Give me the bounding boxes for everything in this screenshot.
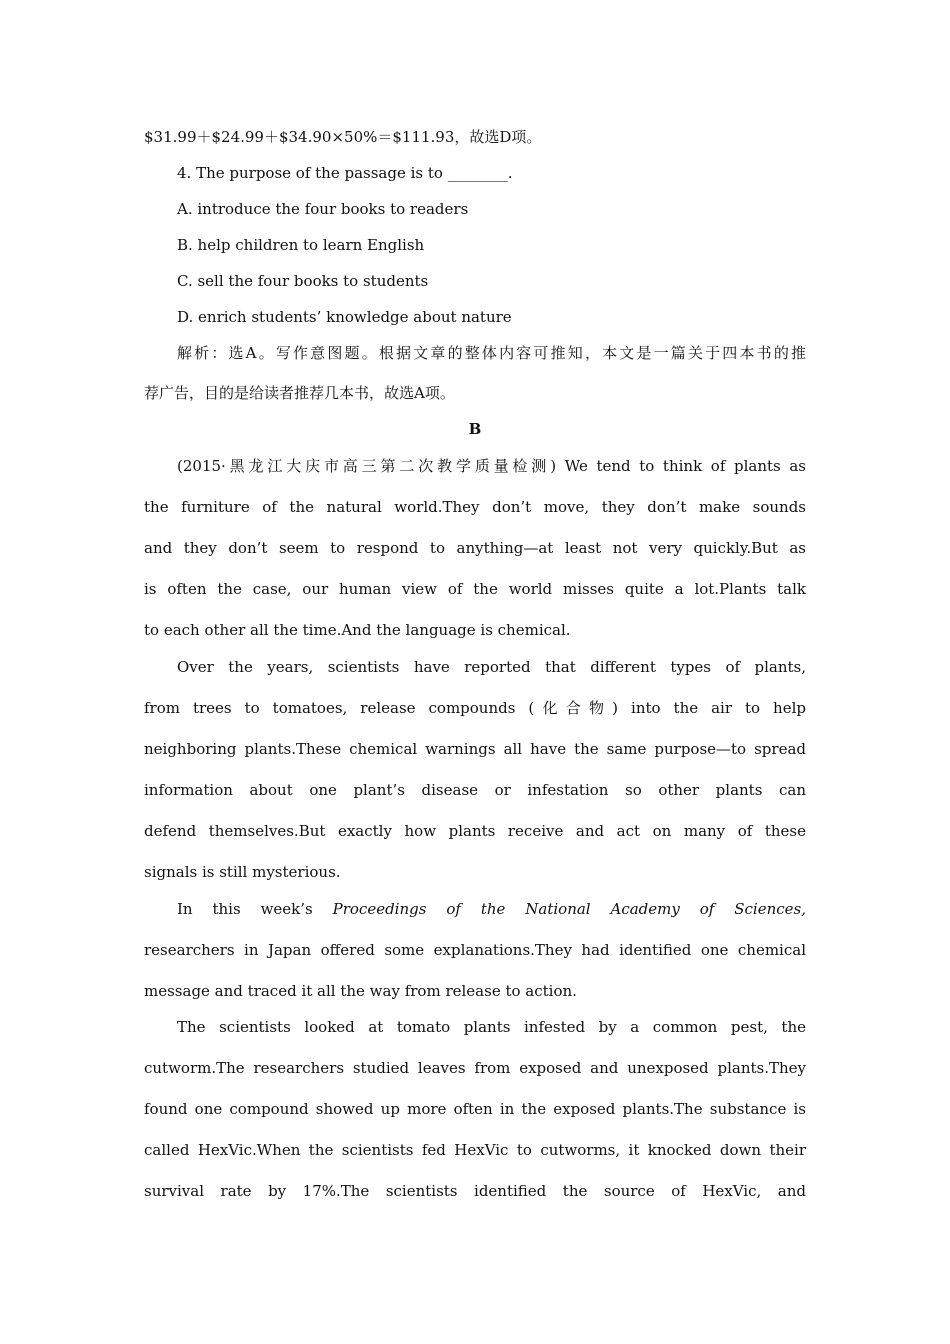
- paragraph-line: defend themselves.But exactly how plants receive and act on many of these: [144, 822, 806, 840]
- paragraph-text: In this week’s: [177, 900, 333, 918]
- paragraph-line: Over the years, scientists have reported that different types of plants,: [177, 658, 806, 676]
- paragraph-line: survival rate by 17%.The scientists identified the source of HexVic, and: [144, 1182, 806, 1200]
- paragraph-line: neighboring plants.These chemical warnings all have the same purpose—to spread: [144, 740, 806, 758]
- paragraph-line: called HexVic.When the scientists fed HexVic to cutworms, it knocked down their: [144, 1141, 806, 1159]
- paragraph-line: message and traced it all the way from release to action.: [144, 982, 577, 1000]
- q4-option-a: A. introduce the four books to readers: [177, 200, 469, 218]
- paragraph-line: from trees to tomatoes, release compounds (化合物) into the air to help: [144, 699, 806, 717]
- q4-option-d: D. enrich students’ knowledge about nature: [177, 308, 512, 326]
- journal-title: Proceedings of the National Academy of Sciences,: [332, 900, 806, 918]
- paragraph-line: signals is still mysterious.: [144, 863, 341, 881]
- paragraph-line: the furniture of the natural world.They don’t move, they don’t make sounds: [144, 498, 806, 516]
- paragraph-line: researchers in Japan offered some explanations.They had identified one chemical: [144, 941, 806, 959]
- q3-answer-tail: $31.99＋$24.99＋$34.90×50%＝$111.93，故选D项。: [144, 128, 542, 146]
- q4-analysis-line1: 解析：选A。写作意图题。根据文章的整体内容可推知，本文是一篇关于四本书的推: [177, 344, 806, 362]
- q4-analysis-line2: 荐广告，目的是给读者推荐几本书，故选A项。: [144, 384, 455, 402]
- q4-option-b: B. help children to learn English: [177, 236, 425, 254]
- paragraph-line: (2015·黑龙江大庆市高三第二次教学质量检测) We tend to think of plants as: [177, 457, 806, 475]
- paragraph-line: information about one plant’s disease or infestation so other plants can: [144, 781, 806, 799]
- paragraph-line: to each other all the time.And the language is chemical.: [144, 621, 571, 639]
- paragraph-line: found one compound showed up more often in the exposed plants.The substance is: [144, 1100, 806, 1118]
- q4-option-c: C. sell the four books to students: [177, 272, 429, 290]
- section-label: B: [468, 420, 482, 438]
- paragraph-line: [177, 899, 806, 919]
- paragraph-line: cutworm.The researchers studied leaves from exposed and unexposed plants.They: [144, 1059, 806, 1077]
- paragraph-line: The scientists looked at tomato plants infested by a common pest, the: [177, 1018, 806, 1036]
- paragraph-line: is often the case, our human view of the world misses quite a lot.Plants talk: [144, 580, 806, 598]
- paragraph-line: and they don’t seem to respond to anything—at least not very quickly.But as: [144, 539, 806, 557]
- q4-stem: 4. The purpose of the passage is to ________.: [177, 164, 513, 182]
